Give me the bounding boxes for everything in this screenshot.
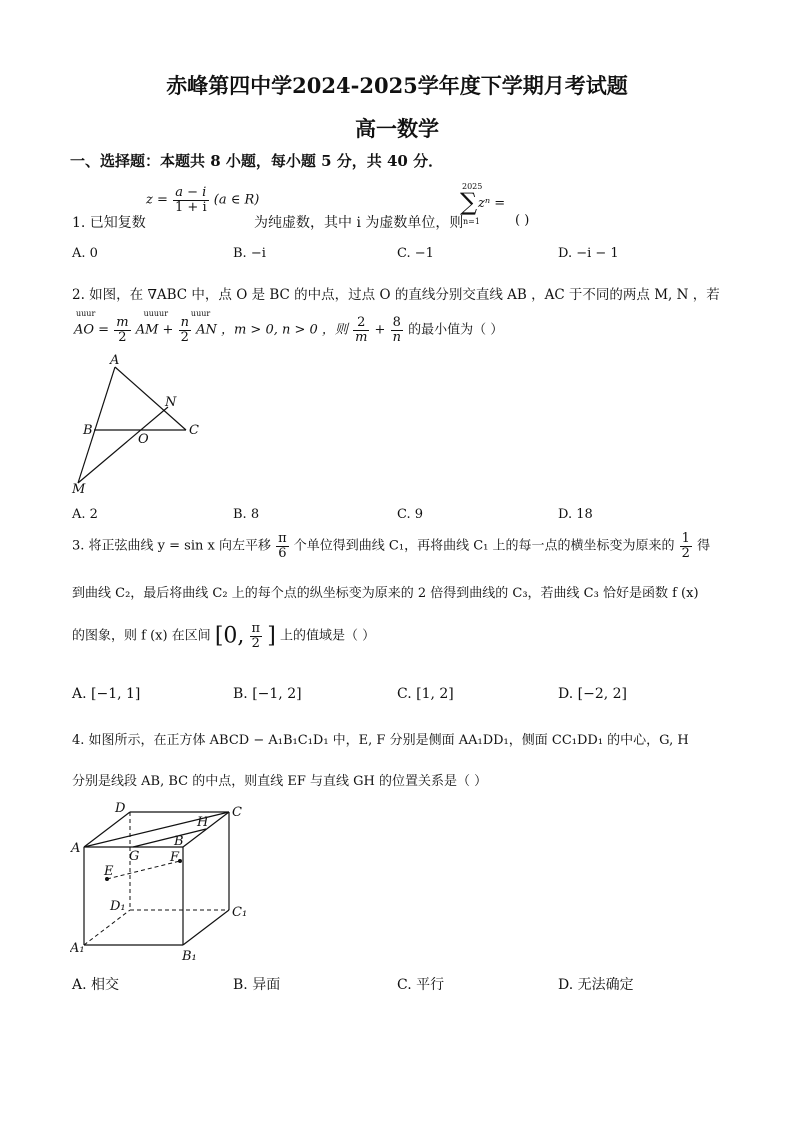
q3-pi-den: 6 xyxy=(278,545,287,561)
q1-option-c: C. −1 xyxy=(397,246,434,261)
q3-line1a: 3. 将正弦曲线 y = sin x 向左平移 xyxy=(72,538,271,554)
edge-b1c1 xyxy=(183,910,229,945)
q3-frac-pi6 xyxy=(276,532,289,560)
q2-frac-2m xyxy=(353,316,369,344)
q3-option-b: B. [−1, 2] xyxy=(233,686,302,702)
q2-option-b: B. 8 xyxy=(233,507,260,522)
q2-n-den: 2 xyxy=(180,329,189,345)
q2-arrow-marks: uuur uuuur uuur xyxy=(76,309,211,318)
label-o: O xyxy=(138,432,149,447)
q3-interval-left: [0, xyxy=(214,623,245,649)
label-h: H xyxy=(197,815,209,830)
q1-option-a: A. 0 xyxy=(72,246,98,261)
q1-option-d: D. −i − 1 xyxy=(558,246,619,261)
section-heading: 一、选择题：本题共 8 小题，每小题 5 分，共 40 分． xyxy=(70,152,444,170)
q2-formula xyxy=(74,316,503,344)
q2-triangle-figure xyxy=(70,350,220,500)
label-f: F xyxy=(170,850,180,865)
q3-option-a: A. [−1, 1] xyxy=(72,686,141,702)
q1-condition: (a ∈ R) xyxy=(213,192,260,208)
q2-frac-n xyxy=(179,316,191,344)
q3-int-num: π xyxy=(251,621,261,636)
q2-n-num: n xyxy=(180,315,189,330)
q2-vec-lhs: AO = xyxy=(74,322,110,338)
label-d: D xyxy=(115,801,126,816)
page-subtitle: 高一数学 xyxy=(355,116,439,141)
label-a: A xyxy=(110,353,120,368)
label-g: G xyxy=(129,849,140,864)
q2-plus: + xyxy=(374,322,386,338)
q2-option-c: C. 9 xyxy=(397,507,424,522)
q2-vec-an: AN ，m > 0, n > 0 ，则 xyxy=(196,322,348,338)
q1-option-b: B. −i xyxy=(233,246,266,261)
label-c: C xyxy=(232,805,242,820)
q4-option-c: C. 平行 xyxy=(397,977,445,993)
q4-option-d: D. 无法确定 xyxy=(558,977,634,993)
q2-two-den: m xyxy=(355,329,368,345)
q3-option-c: C. [1, 2] xyxy=(397,686,454,702)
q3-line1b: 个单位得到曲线 C₁，再将曲线 C₁ 上的每一点的横坐标变为原来的 xyxy=(293,538,675,554)
label-n: N xyxy=(165,395,177,410)
segment-mn xyxy=(78,407,168,483)
q4-option-b: B. 异面 xyxy=(233,977,281,993)
sigma-icon: ∑ xyxy=(460,188,478,216)
q4-line1: 4. 如图所示，在正方体 ABCD − A₁B₁C₁D₁ 中，E, F 分别是侧面 AA₁DD₁，侧面 CC₁DD₁ 的中心，G, H xyxy=(72,733,689,748)
label-m: M xyxy=(72,482,86,497)
q2-eight-den: n xyxy=(392,329,401,345)
q3-line3b: 上的值域是（ ） xyxy=(279,628,376,644)
label-d1: D₁ xyxy=(110,899,126,914)
q1-text-mid: 为纯虚数，其中 i 为虚数单位，则 xyxy=(254,215,464,231)
q3-half-den: 2 xyxy=(681,545,690,561)
q3-interval-right: ] xyxy=(267,623,276,649)
q1-formula-lhs: z = xyxy=(146,192,168,208)
q4-cube-figure xyxy=(70,800,260,965)
q2-frac-8n xyxy=(391,316,403,344)
label-a1: A₁ xyxy=(70,941,85,956)
q1-frac-num: a − i xyxy=(173,186,209,201)
q2-eight-num: 8 xyxy=(391,316,403,331)
q3-line1c: 得 xyxy=(697,538,711,554)
q3-frac-pi2 xyxy=(250,622,263,650)
q2-tail: 的最小值为（ ） xyxy=(408,322,504,338)
label-e: E xyxy=(104,864,114,879)
q2-option-a: A. 2 xyxy=(72,507,98,522)
q4-line2: 分别是线段 AB, BC 的中点，则直线 EF 与直线 GH 的位置关系是（ ） xyxy=(72,774,488,789)
q4-option-a: A. 相交 xyxy=(72,977,120,993)
q1-frac-den: 1 + i xyxy=(175,199,207,215)
label-a: A xyxy=(71,841,81,856)
edge-a1d1-hidden xyxy=(84,910,130,945)
label-b: B xyxy=(174,834,184,849)
label-b: B xyxy=(83,423,93,438)
q2-frac-m xyxy=(114,316,130,344)
q2-two-num: 2 xyxy=(353,316,369,331)
q2-line1: 2. 如图，在 ∇ABC 中，点 O 是 BC 的中点，过点 O 的直线分别交直线 AB ，AC 于不同的两点 M, N ，若 xyxy=(72,287,720,303)
q3-int-den: 2 xyxy=(251,635,260,651)
q1-fraction xyxy=(173,186,209,214)
page-title: 赤峰第四中学2024-2025学年度下学期月考试题 xyxy=(166,73,628,98)
q3-line3 xyxy=(72,622,375,650)
q2-option-d: D. 18 xyxy=(558,507,593,522)
q1-prefix: 1. 已知复数 xyxy=(72,215,146,231)
q2-m-den: 2 xyxy=(118,329,127,345)
label-c: C xyxy=(189,423,199,438)
q3-line2: 到曲线 C₂，最后将曲线 C₂ 上的每个点的纵坐标变为原来的 2 倍得到曲线的 C₃，若曲线 C₃ 恰好是函数 f (x) xyxy=(72,586,699,601)
q2-vec-am: AM + xyxy=(135,322,174,338)
q1-sum-top: 2025 xyxy=(462,182,483,191)
q3-line1 xyxy=(72,532,710,560)
label-b1: B₁ xyxy=(182,949,197,964)
q1-formula xyxy=(146,186,259,214)
q3-frac-half xyxy=(680,532,692,560)
q3-half-num: 1 xyxy=(681,531,690,546)
label-c1: C₁ xyxy=(232,905,248,920)
q1-answer-paren: ( ) xyxy=(515,213,530,228)
q3-option-d: D. [−2, 2] xyxy=(558,686,627,702)
q1-sum-bottom: n=1 xyxy=(463,217,480,226)
q3-line3a: 的图象，则 f (x) 在区间 xyxy=(72,628,211,644)
q1-sum-term: zⁿ = xyxy=(478,196,506,211)
q2-m-num: m xyxy=(116,315,129,330)
q3-pi-num: π xyxy=(278,531,287,546)
